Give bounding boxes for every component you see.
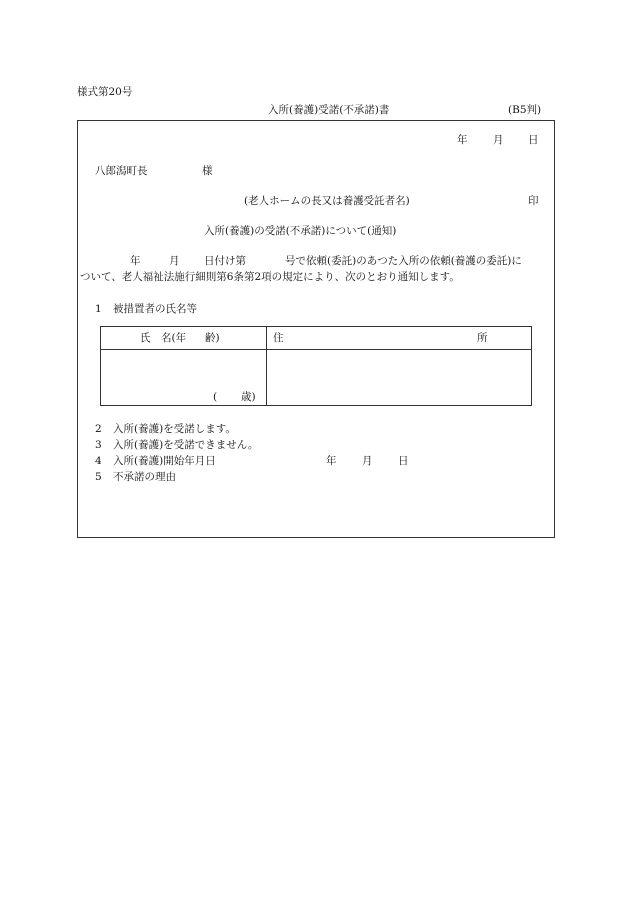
date-month-label: 月 (493, 134, 504, 146)
item-number: 2 (95, 423, 102, 435)
notice-subject: 入所(養護)の受諾(不承諾)について(通知) (204, 225, 397, 237)
sender-label: (老人ホームの長又は養護受託者名) (244, 195, 410, 207)
table-header-divider (101, 349, 531, 350)
table-column-divider (266, 327, 267, 405)
item-accept: 入所(養護)を受諾します。 (113, 423, 236, 435)
paper-size-label: (B5判) (508, 104, 542, 116)
document-title: 入所(養護)受諾(不承諾)書 (268, 104, 390, 116)
age-open-paren: ( (213, 391, 218, 403)
date-year-label: 年 (457, 134, 468, 146)
name-age-header: 名(年 (161, 332, 187, 344)
age-header-close: 齢) (205, 332, 220, 344)
item-reject: 入所(養護)を受諾できません。 (113, 439, 259, 451)
body-year: 年 (130, 255, 141, 267)
section1-number: 1 (95, 303, 102, 315)
item-reason: 不承諾の理由 (113, 471, 176, 483)
start-month-label: 月 (362, 455, 373, 467)
body-dated-no: 日付け第 (204, 255, 246, 267)
age-unit: 歳) (241, 391, 256, 403)
address-header-char-2: 所 (477, 332, 488, 344)
start-day-label: 日 (398, 455, 409, 467)
form-number: 様式第20号 (77, 86, 133, 98)
body-line2: ついて、老人福祉法施行細則第6条第2項の規定により、次のとおり通知します。 (80, 271, 460, 283)
start-year-label: 年 (326, 455, 337, 467)
item-start-date: 入所(養護)開始年月日 (113, 455, 216, 467)
recipient-honorific: 様 (202, 165, 213, 177)
seal-mark: 印 (528, 195, 539, 207)
section1-label: 被措置者の氏名等 (113, 303, 197, 315)
item-number: 4 (95, 455, 102, 467)
item-number: 3 (95, 439, 102, 451)
name-header-char: 氏 (140, 332, 151, 344)
address-header-char-1: 住 (273, 332, 284, 344)
recipient-name: 八郎潟町長 (95, 165, 148, 177)
body-line1-rest: 号で依頼(委託)のあつた入所の依頼(養護の委託)に (285, 255, 522, 267)
item-number: 5 (95, 471, 102, 483)
body-month: 月 (169, 255, 180, 267)
date-day-label: 日 (528, 134, 539, 146)
